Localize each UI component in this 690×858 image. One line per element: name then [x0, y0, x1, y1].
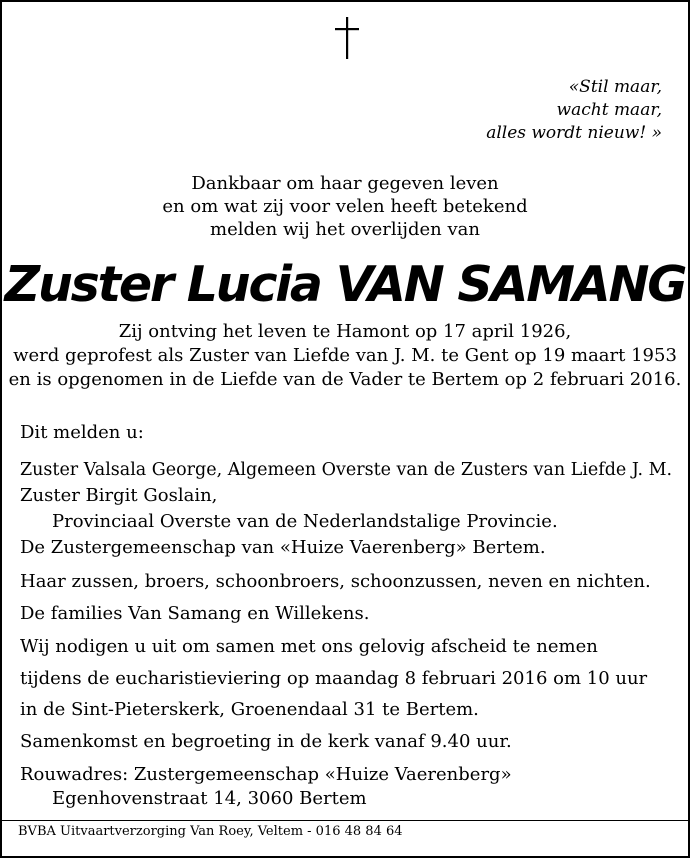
intro-line: melden wij het overlijden van	[210, 219, 480, 240]
service-line: Samenkomst en begroeting in de kerk vanaf 9.40 uur.	[20, 731, 512, 752]
intro-text	[2, 172, 688, 241]
cross-icon	[332, 16, 362, 60]
bio-line: Zij ontving het leven te Hamont op 17 april 1926,	[118, 321, 572, 342]
bio-line: en is opgenomen in de Liefde van de Vader te Bertem op 2 februari 2016.	[8, 369, 682, 390]
quote-line: alles wordt nieuw! »	[486, 123, 662, 143]
funeral-home-footer: BVBA Uitvaartverzorging Van Roey, Veltem - 016 48 84 64	[18, 824, 403, 839]
quote-line: wacht maar,	[556, 100, 662, 120]
deceased-name: Zuster Lucia VAN SAMANG	[4, 256, 686, 313]
address-line: Egenhovenstraat 14, 3060 Bertem	[52, 788, 367, 809]
announcer-line: Haar zussen, broers, schoonbroers, schoonzussen, neven en nichten.	[20, 571, 651, 592]
bio-line: werd geprofest als Zuster van Liefde van J. M. te Gent op 19 maart 1953	[13, 345, 677, 366]
announcer-line: Zuster Birgit Goslain,	[20, 485, 218, 506]
scripture-quote	[486, 76, 662, 145]
service-line: tijdens de eucharistieviering op maandag 8 februari 2016 om 10 uur	[20, 668, 648, 689]
announcer-line: Provinciaal Overste van de Nederlandstalige Provincie.	[52, 511, 558, 532]
intro-line: Dankbaar om haar gegeven leven	[191, 173, 499, 194]
footer-divider	[2, 820, 688, 821]
announcer-line: De families Van Samang en Willekens.	[20, 603, 370, 624]
intro-line: en om wat zij voor velen heeft betekend	[162, 196, 528, 217]
quote-line: «Stil maar,	[568, 77, 662, 97]
announcer-line: De Zustergemeenschap van «Huize Vaerenberg» Bertem.	[20, 537, 546, 558]
biography	[2, 320, 688, 392]
service-line: Wij nodigen u uit om samen met ons gelovig afscheid te nemen	[20, 636, 598, 657]
address-line: Rouwadres: Zustergemeenschap «Huize Vaerenberg»	[20, 764, 512, 785]
announcers-heading: Dit melden u:	[20, 422, 144, 443]
service-line: in de Sint-Pieterskerk, Groenendaal 31 te Bertem.	[20, 699, 479, 720]
announcer-line: Zuster Valsala George, Algemeen Overste van de Zusters van Liefde J. M.	[20, 460, 673, 480]
